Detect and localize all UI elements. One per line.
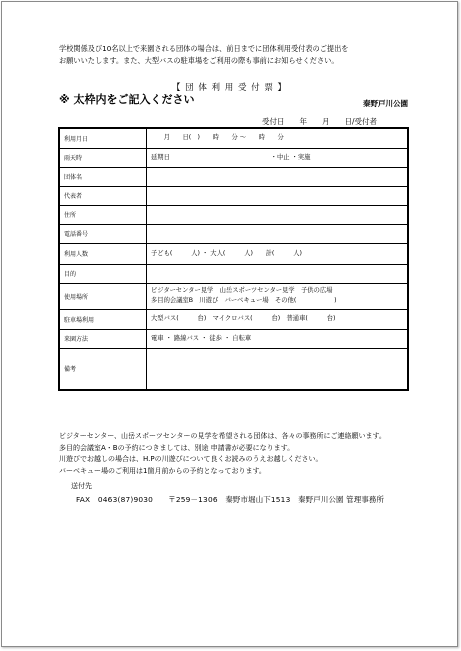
form-row [59, 309, 408, 329]
field-label: 電話番号 [59, 224, 147, 243]
field-label: 利用月日 [59, 128, 147, 148]
document-page [1, 1, 458, 647]
field-label: 代表者 [59, 186, 147, 205]
field-label: 団体名 [59, 167, 147, 186]
field-text: 多目的会議室B 川遊び バーベキュー場 その他( ) [151, 297, 337, 304]
form-row [59, 148, 408, 167]
field-label: 使用場所 [59, 283, 147, 309]
field-label: 備考 [59, 348, 147, 390]
field-value[interactable] [147, 329, 409, 348]
field-label: 駐車場利用 [59, 309, 147, 329]
intro-line: 学校関係及び10名以上で来園される団体の場合は、前日までに団体利用受付表のご提出を [59, 44, 349, 53]
field-value[interactable] [147, 148, 409, 167]
field-value[interactable] [147, 186, 409, 205]
form-title: 【 団 体 利 用 受 付 票 】 [171, 83, 288, 93]
field-text: 子ども( 人) ・ 大人( 人) 計( 人) [151, 249, 302, 257]
send-heading: 送付先 [71, 482, 92, 490]
form-row [59, 128, 408, 148]
form-row [59, 283, 408, 309]
application-form-table [58, 127, 409, 391]
field-label: 雨天時 [59, 148, 147, 167]
field-label: 来園方法 [59, 329, 147, 348]
field-value[interactable] [147, 309, 409, 329]
form-row [59, 348, 408, 390]
send-address: FAX 0463(87)9030 〒259－1306 秦野市堀山下1513 秦野戸川公園 管理事務所 [76, 495, 385, 504]
note-line: 川遊びでお越しの場合は、H.Pの川遊びについて良くお読みのうえお越しください。 [59, 455, 323, 463]
field-text: 大型バス( 台) マイクロバス( 台) 普通車( 台) [151, 315, 336, 322]
note-line: 多目的会議室A・Bの予約につきましては、別途 申請書が必要になります。 [59, 443, 295, 452]
field-value[interactable] [147, 205, 409, 224]
form-row [59, 243, 408, 264]
received-line: 受付日 年 月 日/受付者 [262, 117, 378, 126]
field-text: 電車 ・ 路線バス ・ 徒歩 ・ 自転車 [151, 334, 252, 342]
field-value[interactable] [147, 264, 409, 283]
field-label: 住所 [59, 205, 147, 224]
form-row [59, 224, 408, 243]
field-value[interactable] [147, 128, 409, 148]
field-text: 延期日 ・中止 ・実施 [151, 153, 311, 161]
note-line: バーベキュー場のご利用は1箇月前からの予約となっております。 [59, 466, 266, 475]
field-text: ビジターセンター見学 山岳スポーツセンター見学 子供の広場 [151, 287, 333, 294]
park-name: 秦野戸川公園 [363, 99, 408, 108]
field-value[interactable] [147, 348, 409, 390]
intro-line: お願いいたします。また、大型バスの駐車場をご利用の際も事前にお知らせください。 [59, 56, 339, 65]
form-row [59, 186, 408, 205]
field-label: 目的 [59, 264, 147, 283]
field-label: 利用人数 [59, 243, 147, 264]
form-row [59, 205, 408, 224]
form-row [59, 264, 408, 283]
field-value[interactable] [147, 243, 409, 264]
form-row [59, 167, 408, 186]
form-row [59, 329, 408, 348]
intro-text [59, 43, 348, 67]
note-line: ビジターセンター、山岳スポーツセンターの見学を希望される団体は、各々の事務所にご連絡願います。 [59, 432, 386, 440]
notes [59, 431, 386, 477]
field-value[interactable] [147, 224, 409, 243]
field-value[interactable] [147, 283, 409, 309]
instruction-heading: ※ 太枠内をご記入ください [59, 93, 195, 106]
field-value[interactable] [147, 167, 409, 186]
field-text: 月 日( ) 時 分 ～ 時 分 [151, 134, 284, 142]
